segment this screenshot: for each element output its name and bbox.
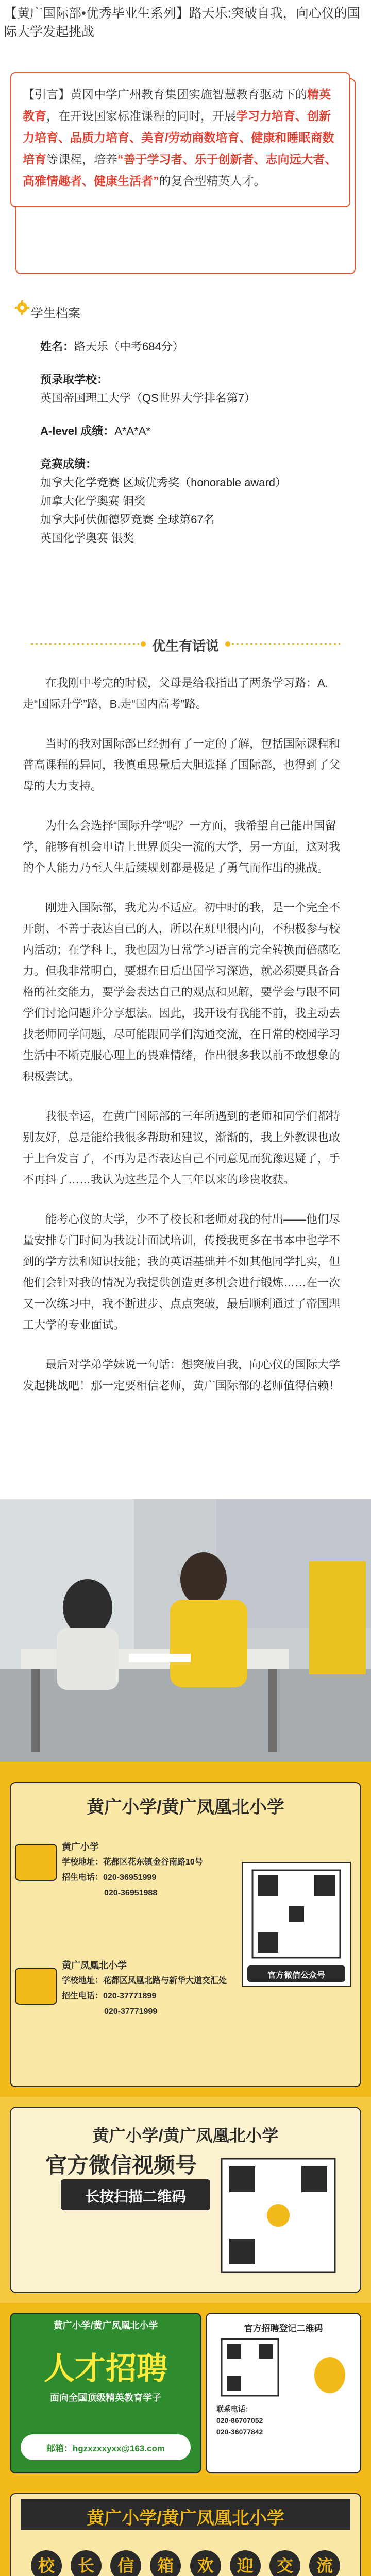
student-profile [40,337,349,548]
mailbox-char: 信 [110,2550,141,2576]
campus1-block [62,1839,237,1901]
campus1-name: 黄广小学 [62,1842,99,1852]
campus2-phone-row-2 [62,2004,237,2020]
recruitment-panel [0,2303,371,2483]
recruit-phone-block [216,2403,319,2437]
campus2-phone-label: 招生电话： [62,1992,104,2001]
intro-text-2: ，在开设国家标准课程的同时，开展 [46,109,236,123]
campus2-address-label: 学校地址： [62,1976,104,1985]
recruit-phone[interactable]: 020-36077842 [216,2428,263,2436]
profile-awards [40,455,349,548]
scan-qr-prompt[interactable]: 长按扫描二维码 [85,2189,186,2205]
official-account-caption: 官方微信公众号 [267,1971,325,1980]
essay-paragraph: 能考心仪的大学，少不了校长和老师对我的付出——他们尽量安排专门时间为我设计面试培训，传授我更多在书本中也学不到的学方法和知识技能；我的英语基础并不如其他同学扎实，但他们会针对我的情况为我提供创造更多机会进行锻炼……在一次又一次练习中，我不断进步、点点突破，最后顺利通过了帝国理工大学的专业面试。 [23,1213,341,1331]
alevel-label: A-level 成绩： [40,425,115,437]
video-panel-title: 官方微信视频号 [45,2153,197,2177]
mailbox-heading: 黄广小学/黄广凤凰北小学 [87,2509,284,2528]
campus2-address-row [62,1973,237,1989]
campus2-phone-row [62,1989,237,2004]
admit-label: 预录取学校： [40,373,109,386]
school-panel-heading: 黄广小学/黄广凤凰北小学 [87,1798,284,1817]
award-item: 加拿大化学奥赛 铜奖 [40,495,146,507]
profile-name-row [40,337,349,356]
intro-text-3: 等课程，培养 [46,152,117,166]
essay-paragraph: 最后对学弟学妹说一句话：想突破自我，向心仪的国际大学发起挑战吧！那一定要相信老师，黄广国际部的老师值得信赖！ [23,1358,341,1392]
article-title: 【黄广国际部•优秀毕业生系列】路天乐:突破自我，向心仪的国际大学发起挑战 [4,6,360,39]
essay-paragraph: 我很幸运，在黄广国际部的三年所遇到的老师和同学们都特别友好，总是能给我很多帮助和建议，渐渐的，我上外教课也敢于上台发言了，不再为是否表达自己不同意见而犹豫迟疑了，手不再抖了……我认为这些是个人三年以来的珍贵收获。 [23,1110,341,1186]
campus2-address: 花都区凤凰北路与新华大道交汇处 [103,1976,227,1985]
intro-highlight-3: “善于学习者、乐于创新者、志向远大者、高雅情趣者、健康生活者” [23,152,337,188]
mailbox-char: 迎 [230,2550,261,2576]
award-item: 加拿大化学竞赛 区域优秀奖（honorable award） [40,476,287,489]
intro-highlight-1: 精英教育 [23,88,331,123]
recruit-phone[interactable]: 020-86707052 [216,2416,263,2425]
intro-text-1: 黄冈中学广州教育集团实施智慧教育驱动下的 [70,88,307,101]
essay-paragraph: 为什么会选择“国际升学”呢？一方面，我希望自己能出国留学，能够有机会申请上世界顶尖一流的大学，另一方面，这对我的个人能力乃至人生后续规划都是极足了勇气而作出的挑战。 [23,819,341,874]
intro-highlight-2: 学习力培育、创新力培育、品质力培育、美育/劳动商数培育、健康和睡眠商数培育 [23,109,334,166]
essay-divider [0,629,371,659]
campus1-phone[interactable]: 020-36951999 [103,1873,157,1882]
essay-paragraph: 在我刚中考完的时候，父母是给我指出了两条学习路：A.走“国际升学”路，B.走“国内高考”路。 [23,676,328,710]
student-teacher-photo [0,1499,371,1762]
gear-icon [14,300,30,315]
recruit-email[interactable]: 邮箱：hgzxzxxyxx@163.com [46,2444,165,2453]
campus2-block [62,1958,237,2020]
mailbox-char: 交 [269,2550,300,2576]
profile-section-title: 学生档案 [31,307,80,320]
intro-text-4: 的复合型精英人才。 [159,174,266,188]
intro-box [10,72,350,207]
campus1-address-label: 学校地址： [62,1858,104,1867]
profile-admit-row [40,370,349,408]
name-value: 路天乐（中考684分） [74,340,184,353]
campus1-phone-label: 招生电话： [62,1873,104,1882]
name-label: 姓名： [40,340,75,353]
essay-body [23,672,349,1415]
principal-mailbox-panel [0,2483,371,2576]
awards-label: 竞赛成绩： [40,457,97,470]
admit-value: 英国帝国理工大学（QS世界大学排名第7） [40,392,256,404]
campus1-phone-row [62,1870,237,1886]
award-item: 英国化学奥赛 银奖 [40,532,134,545]
alevel-value: A*A*A* [114,425,150,437]
photo-illustration [0,1499,371,1762]
campus1-address: 花都区花东镇金谷南路10号 [103,1858,203,1867]
mailbox-char: 箱 [150,2550,181,2576]
campus2-name: 黄广凤凰北小学 [62,1960,127,1971]
recruit-phone-label: 联系电话： [216,2405,252,2413]
intro-tag: 【引言】 [23,88,70,101]
mailbox-chars [31,2550,340,2576]
mailbox-char: 校 [31,2550,62,2576]
recruit-tag: 黄广小学/黄广凤凰北小学 [53,2320,158,2331]
campus2-phone[interactable]: 020-37771899 [103,1992,157,2001]
campus2-phone[interactable]: 020-37771999 [104,2007,158,2016]
campus1-address-row [62,1855,237,1870]
recruit-qr-caption: 官方招聘登记二维码 [244,2324,323,2333]
mailbox-char: 流 [309,2550,340,2576]
essay-paragraph: 刚进入国际部，我尤为不适应。初中时的我，是一个完全不开朗、不善于表达自己的人，所以在班里很内向，不积极参与校内活动；在学科上，我也因为日常学习语言的完全转换而倍感吃力。但我非常明白，要想在日后出国学习深造，就必须要具备合格的社交能力，要学会表达自己的观点和见解，要学会与跟不同学们讨论问题并分享想法。因此，我开设有我能不前，我主动去找老师同学问题，尽可能跟同学们沟通交流，在日常的校园学习生活中不断克服心理上的畏难情绪，作出很多我以前不敢想象的积极尝试。 [23,901,341,1083]
award-item: 加拿大阿伏伽德罗竞赛 全球第67名 [40,513,215,526]
video-channel-panel [0,2097,371,2303]
campus1-phone-row-2 [62,1886,237,1901]
mailbox-char: 欢 [190,2550,221,2576]
profile-alevel-row [40,422,349,440]
recruit-subtitle: 面向全国顶级精英教育学子 [50,2393,161,2403]
school-info-panel [0,1762,371,2097]
essay-heading: 优生有话说 [151,638,219,654]
video-panel-school: 黄广小学/黄广凤凰北小学 [92,2126,279,2145]
mailbox-char: 长 [71,2550,102,2576]
essay-paragraph: 当时的我对国际部已经拥有了一定的了解，包括国际课程和普高课程的异同，我慎重思量后大胆选择了国际部，也得到了父母的大力支持。 [23,737,341,792]
campus1-phone[interactable]: 020-36951988 [104,1889,158,1897]
recruit-big-title: 人才招聘 [44,2351,167,2386]
